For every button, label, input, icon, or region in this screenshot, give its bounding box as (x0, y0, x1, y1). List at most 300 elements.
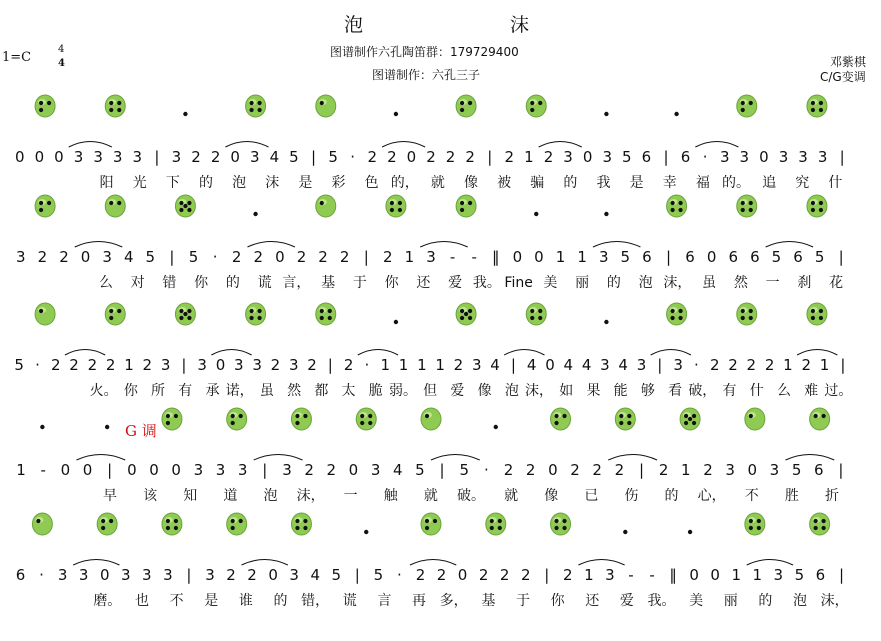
lyric-syllable: 我。 (472, 275, 501, 291)
note-symbol: 5 (331, 566, 342, 584)
note-symbol: 3 (102, 248, 112, 266)
lyric-syllable: 爱 (450, 383, 465, 399)
lyric-syllable: 么 (776, 383, 791, 399)
note-symbol: 1 (398, 356, 409, 374)
lyric-syllable: 被 (497, 175, 512, 191)
song-title-left: 泡 (344, 14, 366, 36)
ocarina-fingering-icon (162, 408, 182, 430)
note-symbol: 2 (453, 356, 464, 374)
note-symbol: 1 (731, 566, 741, 584)
note-symbol: 2 (764, 356, 775, 374)
rest-dot (688, 530, 692, 534)
note-symbol: 3 (798, 148, 808, 166)
lyric-syllable: 泡 (504, 383, 519, 399)
lyric-syllable: 的 (606, 275, 621, 291)
note-symbol: · (350, 148, 356, 166)
ocarina-fingering-icon (737, 95, 757, 117)
note-symbol: 3 (605, 566, 615, 584)
slur-mark (382, 142, 425, 148)
note-symbol: 1 (380, 356, 391, 374)
note-symbol: 3 (598, 248, 609, 266)
note-symbol: 4 (123, 248, 134, 266)
lyric-syllable: 有 (178, 383, 193, 399)
ocarina-fingering-icon (421, 513, 441, 535)
rest-dot (604, 320, 608, 324)
lyric-syllable: 难 (804, 383, 819, 399)
ocarina-fingering-icon (316, 195, 336, 217)
note-symbol: - (449, 248, 456, 266)
key-mark-g: G 调 (125, 422, 157, 440)
lyric-syllable: 沫， (820, 593, 849, 609)
note-symbol: 2 (525, 461, 536, 479)
lyric-syllable: 你 (123, 383, 138, 399)
lyric-syllable: 沫， (296, 488, 325, 504)
note-symbol: 2 (445, 148, 456, 166)
note-symbol: 5 (328, 148, 338, 166)
note-symbol: | (657, 356, 663, 374)
note-symbol: 3 (289, 566, 299, 584)
note-symbol: 0 (710, 566, 720, 584)
score-row (14, 303, 852, 399)
note-symbol: 5 (622, 148, 632, 166)
lyric-syllable: Fine (504, 275, 533, 291)
lyric-syllable: 触 (383, 488, 398, 504)
lyric-syllable: 什 (828, 175, 843, 191)
ocarina-fingering-icon (486, 513, 506, 535)
slur-mark (410, 560, 456, 566)
lyric-syllable: 下 (165, 175, 180, 191)
note-symbol: 3 (16, 248, 26, 266)
note-symbol: 0 (406, 148, 417, 166)
note-symbol: 2 (226, 566, 236, 584)
note-symbol: 2 (728, 356, 738, 374)
lyric-syllable: 的 (758, 593, 773, 609)
slur-mark (695, 142, 738, 148)
ocarina-fingering-icon (526, 95, 546, 117)
note-symbol: 2 (69, 356, 79, 374)
note-symbol: ‖ (669, 566, 677, 584)
ocarina-fingering-icon (667, 303, 687, 325)
note-symbol: 6 (641, 148, 652, 166)
note-symbol: 0 (230, 148, 240, 166)
lyric-syllable: 一 (765, 275, 780, 291)
note-symbol: 3 (673, 356, 683, 374)
note-symbol: 5 (188, 248, 199, 266)
ocarina-fingering-icon (35, 195, 55, 217)
note-symbol: · (397, 566, 402, 584)
note-symbol: - (471, 248, 477, 266)
note-symbol: 5 (373, 566, 384, 584)
ocarina-fingering-icon (810, 408, 830, 430)
note-symbol: 2 (50, 356, 61, 374)
lyric-syllable: 折 (824, 488, 839, 504)
note-symbol: 1 (577, 248, 587, 266)
lyric-syllable: 看 (668, 383, 683, 399)
score-row (16, 513, 849, 609)
note-symbol: ‖ (492, 248, 500, 266)
lyric-syllable: 你 (550, 593, 565, 609)
note-symbol: 1 (752, 566, 763, 584)
note-symbol: 3 (234, 356, 244, 374)
composer-label: 邓紫棋 (830, 55, 867, 69)
note-symbol: | (154, 148, 160, 166)
lyric-syllable: 的， (390, 175, 419, 191)
note-symbol: 1 (584, 566, 594, 584)
note-symbol: 1 (555, 248, 566, 266)
note-symbol: 2 (210, 148, 221, 166)
rest-dot (604, 212, 608, 216)
note-symbol: 0 (457, 566, 468, 584)
note-symbol: 6 (15, 566, 26, 584)
note-symbol: · (35, 356, 40, 374)
note-symbol: 4 (618, 356, 628, 374)
note-symbol: | (487, 148, 493, 166)
lyric-syllable: 于 (515, 593, 530, 609)
note-symbol: 2 (465, 148, 475, 166)
lyric-syllable: 沫 (265, 175, 280, 191)
note-symbol: 4 (392, 461, 403, 479)
rest-dot (253, 212, 257, 216)
lyric-syllable: 伤 (624, 488, 639, 504)
note-symbol: 3 (773, 566, 784, 584)
lyric-syllable: 什 (749, 383, 764, 399)
note-symbol: 2 (270, 356, 281, 374)
note-symbol: 1 (16, 461, 26, 479)
note-symbol: 0 (275, 248, 285, 266)
lyric-syllable: 泡 (638, 275, 653, 291)
note-symbol: 5 (289, 148, 299, 166)
lyric-syllable: 是 (629, 175, 644, 191)
note-symbol: 2 (499, 566, 510, 584)
note-symbol: 1 (681, 461, 691, 479)
note-symbol: · (364, 356, 370, 374)
rest-dot (623, 530, 627, 534)
lyric-syllable: 的 (198, 175, 213, 191)
note-symbol: 2 (304, 461, 314, 479)
key-change-label: C/G变调 (820, 70, 866, 84)
note-symbol: 2 (504, 148, 515, 166)
lyric-syllable: 过。 (824, 383, 853, 399)
lyric-syllable: 爱 (448, 275, 463, 291)
lyric-syllable: 就 (430, 175, 445, 191)
note-symbol: 3 (93, 148, 103, 166)
note-symbol: 0 (348, 461, 359, 479)
slur-mark (786, 455, 835, 461)
note-symbol: | (663, 148, 669, 166)
lyric-syllable: 的 (225, 275, 240, 291)
note-symbol: 2 (503, 461, 514, 479)
note-symbol: 3 (725, 461, 735, 479)
lyric-syllable: 道 (223, 488, 238, 504)
note-symbol: 1 (435, 356, 445, 374)
ocarina-fingering-icon (615, 408, 635, 430)
note-symbol: | (665, 248, 672, 266)
ocarina-fingering-icon (227, 408, 247, 430)
lyric-syllable: 破。 (457, 488, 485, 504)
note-symbol: | (327, 356, 333, 374)
note-symbol: 2 (105, 356, 116, 374)
lyric-syllable: 虽 (702, 275, 717, 291)
slur-mark (358, 350, 398, 356)
ocarina-fingering-icon (105, 195, 125, 217)
note-symbol: · (694, 356, 699, 374)
note-symbol: 2 (37, 248, 48, 266)
note-symbol: | (544, 566, 550, 584)
note-symbol: 3 (778, 148, 789, 166)
note-symbol: | (840, 356, 846, 374)
lyric-syllable: 追 (762, 175, 777, 191)
note-symbol: 2 (426, 148, 436, 166)
ocarina-fingering-icon (456, 95, 476, 117)
note-symbol: 3 (132, 148, 143, 166)
note-symbol: 3 (171, 148, 182, 166)
note-symbol: 0 (582, 148, 593, 166)
ocarina-fingering-icon (807, 195, 827, 217)
lyric-syllable: 就 (504, 488, 519, 504)
lyric-syllable: 再 (412, 593, 427, 609)
slur-mark (431, 455, 480, 461)
note-symbol: 2 (231, 248, 242, 266)
note-symbol: 5 (794, 566, 805, 584)
note-symbol: 3 (163, 566, 173, 584)
note-symbol: 0 (80, 248, 91, 266)
slur-mark (211, 350, 251, 356)
lyric-syllable: 承 (205, 383, 220, 399)
lyric-syllable: 错 (162, 275, 177, 291)
note-symbol: 3 (249, 148, 260, 166)
note-symbol: 2 (709, 356, 720, 374)
ocarina-fingering-icon (745, 513, 765, 535)
note-symbol: 0 (60, 461, 71, 479)
note-symbol: 4 (563, 356, 574, 374)
rest-dot (364, 530, 368, 534)
note-symbol: 0 (54, 148, 64, 166)
ocarina-fingering-icon (456, 303, 476, 325)
lyric-syllable: 究 (795, 175, 810, 191)
ocarina-fingering-icon (316, 303, 336, 325)
slur-mark (225, 142, 268, 148)
lyric-syllable: 你 (384, 275, 399, 291)
rest-dot (40, 425, 44, 429)
ocarina-fingering-icon (97, 513, 117, 535)
lyric-syllable: 但 (423, 383, 438, 399)
note-symbol: 0 (534, 248, 544, 266)
note-symbol: 5 (771, 248, 782, 266)
lyric-syllable: 弱。 (388, 383, 417, 399)
lyric-syllable: 知 (183, 488, 198, 504)
ocarina-fingering-icon (737, 303, 757, 325)
note-symbol: 1 (417, 356, 427, 374)
ocarina-fingering-icon (105, 95, 125, 117)
note-symbol: 6 (815, 566, 826, 584)
note-symbol: | (510, 356, 516, 374)
ocarina-fingering-icon (807, 95, 827, 117)
note-symbol: 3 (57, 566, 68, 584)
note-symbol: | (839, 148, 845, 166)
note-symbol: 5 (14, 356, 24, 374)
lyric-syllable: 破， (688, 383, 717, 399)
lyric-syllable: 彩 (331, 175, 346, 191)
note-symbol: | (181, 356, 187, 374)
note-symbol: 0 (268, 566, 278, 584)
lyric-syllable: 还 (585, 593, 600, 609)
note-symbol: 0 (759, 148, 769, 166)
note-symbol: 2 (307, 356, 317, 374)
note-symbol: · (484, 461, 489, 479)
lyric-syllable: 火。 (89, 383, 118, 399)
note-symbol: | (310, 148, 317, 166)
note-symbol: 3 (205, 566, 215, 584)
note-symbol: 4 (490, 356, 500, 374)
lyric-syllable: 沫， (525, 383, 554, 399)
note-symbol: 3 (78, 566, 89, 584)
note-symbol: 3 (426, 248, 436, 266)
lyric-syllable: 基 (321, 275, 336, 291)
note-symbol: 3 (215, 461, 226, 479)
lyric-syllable: 不 (744, 488, 759, 504)
lyric-syllable: 还 (416, 275, 431, 291)
note-symbol: 3 (288, 356, 299, 374)
note-symbol: 2 (142, 356, 153, 374)
ocarina-fingering-icon (745, 408, 765, 430)
slur-mark (242, 560, 288, 566)
note-symbol: | (363, 248, 369, 266)
lyric-syllable: 光 (132, 175, 147, 191)
slur-mark (608, 455, 657, 461)
note-symbol: 2 (614, 461, 625, 479)
note-symbol: 5 (620, 248, 631, 266)
note-symbol: 3 (817, 148, 828, 166)
note-symbol: 4 (526, 356, 537, 374)
note-symbol: 2 (592, 461, 602, 479)
note-symbol: 2 (801, 356, 812, 374)
note-symbol: 2 (87, 356, 98, 374)
lyric-syllable: 言 (377, 593, 392, 609)
slur-mark (539, 142, 582, 148)
note-symbol: 2 (570, 461, 580, 479)
lyric-syllable: 诺， (225, 383, 254, 399)
rest-dot (534, 212, 538, 216)
lyric-syllable: 也 (134, 593, 149, 609)
ocarina-fingering-icon (162, 513, 182, 535)
slur-mark (420, 242, 467, 248)
lyric-syllable: 胜 (784, 488, 799, 504)
ocarina-fingering-icon (105, 303, 125, 325)
note-symbol: 2 (746, 356, 757, 374)
lyric-syllable: 阳 (99, 175, 114, 191)
ocarina-fingering-icon (551, 408, 571, 430)
ocarina-fingering-icon (356, 408, 376, 430)
note-symbol: 3 (142, 566, 152, 584)
lyric-syllable: 早 (103, 488, 118, 504)
ocarina-fingering-icon (227, 513, 247, 535)
ocarina-fingering-icon (35, 303, 55, 325)
note-symbol: 3 (121, 566, 131, 584)
ocarina-fingering-icon (667, 195, 687, 217)
lyric-syllable: 是 (298, 175, 313, 191)
note-symbol: 0 (149, 461, 159, 479)
ocarina-fingering-icon (421, 408, 441, 430)
note-symbol: 2 (703, 461, 713, 479)
note-symbol: 2 (563, 566, 573, 584)
note-symbol: 3 (602, 148, 613, 166)
note-symbol: 3 (636, 356, 647, 374)
lyric-syllable: 太 (341, 383, 356, 399)
note-symbol: 3 (471, 356, 482, 374)
slur-mark (254, 455, 303, 461)
note-symbol: 3 (370, 461, 381, 479)
ocarina-fingering-icon (175, 303, 195, 325)
slur-mark (747, 560, 793, 566)
lyric-syllable: 心， (697, 488, 726, 504)
lyric-syllable: 基 (481, 593, 496, 609)
note-symbol: 6 (685, 248, 695, 266)
ocarina-fingering-icon (246, 303, 266, 325)
note-symbol: | (107, 461, 113, 479)
note-symbol: 3 (237, 461, 248, 479)
note-symbol: 3 (160, 356, 171, 374)
song-title-right: 沫 (510, 14, 532, 36)
note-symbol: 0 (545, 356, 555, 374)
note-symbol: 4 (581, 356, 592, 374)
slur-mark (65, 350, 105, 356)
note-symbol: 0 (171, 461, 181, 479)
note-symbol: 2 (191, 148, 201, 166)
note-symbol: | (638, 461, 645, 479)
lyric-syllable: 磨。 (93, 593, 122, 609)
ocarina-fingering-icon (737, 195, 757, 217)
lyric-syllable: 幸 (662, 175, 677, 191)
lyric-syllable: 谎 (257, 275, 272, 291)
lyric-syllable: 花 (829, 275, 844, 291)
note-symbol: 2 (520, 566, 531, 584)
lyric-syllable: 有 (722, 383, 737, 399)
time-signature-denominator: 4 (58, 58, 65, 69)
ocarina-fingering-icon (551, 513, 571, 535)
group-credit: 图谱制作六孔陶笛群：179729400 (330, 45, 519, 59)
note-symbol: 2 (296, 248, 307, 266)
note-symbol: 3 (282, 461, 292, 479)
note-symbol: 1 (124, 356, 134, 374)
slur-mark (593, 242, 640, 248)
note-symbol: 5 (459, 461, 470, 479)
note-symbol: 3 (112, 148, 123, 166)
note-symbol: 4 (269, 148, 280, 166)
lyric-syllable: 丽 (575, 275, 590, 291)
note-symbol: - (40, 461, 46, 479)
ocarina-fingering-icon (456, 195, 476, 217)
note-symbol: | (169, 248, 175, 266)
lyric-syllable: 你 (194, 275, 209, 291)
ocarina-fingering-icon (291, 513, 311, 535)
lyric-syllable: 该 (143, 488, 158, 504)
note-symbol: 6 (750, 248, 760, 266)
slur-mark (69, 142, 112, 148)
note-symbol: 2 (59, 248, 69, 266)
note-symbol: 5 (145, 248, 156, 266)
ocarina-fingering-icon (807, 303, 827, 325)
ocarina-fingering-icon (526, 303, 546, 325)
note-symbol: 2 (367, 148, 378, 166)
slur-mark (578, 560, 624, 566)
lyric-syllable: 的 (664, 488, 679, 504)
note-symbol: 2 (387, 148, 397, 166)
lyric-syllable: 沫， (663, 275, 692, 291)
note-symbol: 5 (791, 461, 802, 479)
lyric-syllable: 多， (439, 593, 468, 609)
note-symbol: 5 (415, 461, 425, 479)
rest-dot (394, 112, 398, 116)
